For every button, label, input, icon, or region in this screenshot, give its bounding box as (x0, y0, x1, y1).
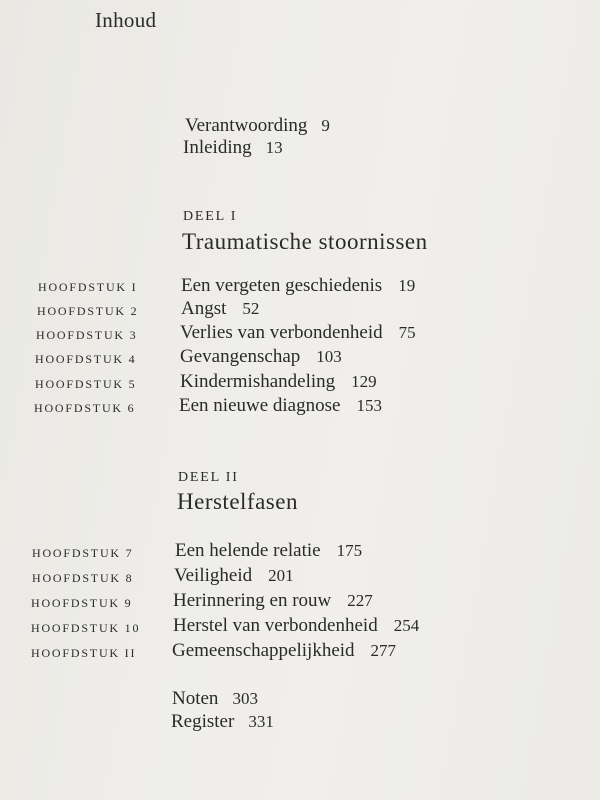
entry-page-number: 331 (248, 712, 274, 731)
chapter-title-text: Verlies van verbondenheid (180, 322, 383, 343)
part-label: DEEL II (178, 470, 239, 485)
chapter-title-text: Veiligheid (174, 565, 253, 586)
chapter-label: HOOFDSTUK 3 (36, 328, 138, 342)
chapter-label: HOOFDSTUK 4 (35, 352, 137, 366)
chapter-title (181, 298, 259, 320)
chapter-title-text: Een helende relatie (175, 540, 321, 561)
chapter-label: HOOFDSTUK 9 (31, 596, 133, 610)
chapter-label: HOOFDSTUK 7 (32, 546, 134, 560)
entry-label: Register (171, 711, 235, 732)
entry-page-number: 303 (232, 689, 258, 708)
part-label: DEEL I (183, 209, 238, 224)
chapter-title (175, 540, 362, 562)
chapter-page-number: 227 (347, 591, 373, 610)
chapter-title-text: Angst (181, 298, 227, 319)
chapter-page-number: 153 (356, 396, 382, 415)
chapter-title (174, 565, 294, 587)
chapter-title-text: Kindermishandeling (180, 371, 336, 392)
chapter-title (172, 640, 396, 662)
toc-entry-register (171, 711, 274, 733)
chapter-label: HOOFDSTUK 6 (34, 401, 136, 415)
part-title: Herstelfasen (177, 489, 298, 514)
toc-entry-verantwoording (185, 115, 330, 137)
toc-entry-inleiding (183, 137, 283, 159)
chapter-label: HOOFDSTUK 5 (35, 377, 137, 391)
chapter-page-number: 75 (398, 323, 416, 342)
chapter-label: HOOFDSTUK 8 (32, 571, 134, 585)
entry-label: Noten (172, 688, 219, 709)
part-title: Traumatische stoornissen (182, 229, 428, 254)
chapter-title-text: Gevangenschap (180, 346, 301, 367)
chapter-page-number: 103 (316, 347, 342, 366)
chapter-title-text: Herinnering en rouw (173, 590, 332, 611)
chapter-title (181, 275, 415, 297)
chapter-title-text: Een nieuwe diagnose (179, 395, 341, 416)
chapter-page-number: 254 (393, 616, 420, 635)
chapter-title (180, 371, 377, 393)
chapter-label: HOOFDSTUK I (38, 280, 138, 294)
chapter-page-number: 201 (268, 566, 294, 585)
page-title: Inhoud (95, 8, 157, 32)
chapter-label: HOOFDSTUK 10 (31, 621, 141, 635)
chapter-title-text: Een vergeten geschiedenis (181, 275, 383, 296)
chapter-title (180, 322, 416, 344)
chapter-label: HOOFDSTUK 2 (37, 304, 139, 318)
entry-label: Verantwoording (185, 115, 308, 136)
chapter-title (180, 346, 342, 368)
chapter-page-number: 277 (370, 641, 397, 660)
chapter-label: HOOFDSTUK II (31, 646, 137, 660)
chapter-page-number: 175 (336, 541, 363, 560)
entry-page-number: 13 (265, 138, 283, 157)
chapter-title-text: Herstel van verbondenheid (173, 615, 378, 636)
entry-label: Inleiding (183, 137, 252, 158)
chapter-title (173, 615, 419, 637)
chapter-page-number: 52 (242, 299, 260, 318)
entry-page-number: 9 (321, 116, 330, 135)
chapter-title-text: Gemeenschappelijkheid (172, 640, 355, 661)
chapter-page-number: 19 (398, 276, 416, 295)
chapter-page-number: 129 (351, 372, 377, 391)
chapter-title (179, 395, 382, 417)
toc-entry-noten (172, 688, 258, 710)
chapter-title (173, 590, 373, 612)
